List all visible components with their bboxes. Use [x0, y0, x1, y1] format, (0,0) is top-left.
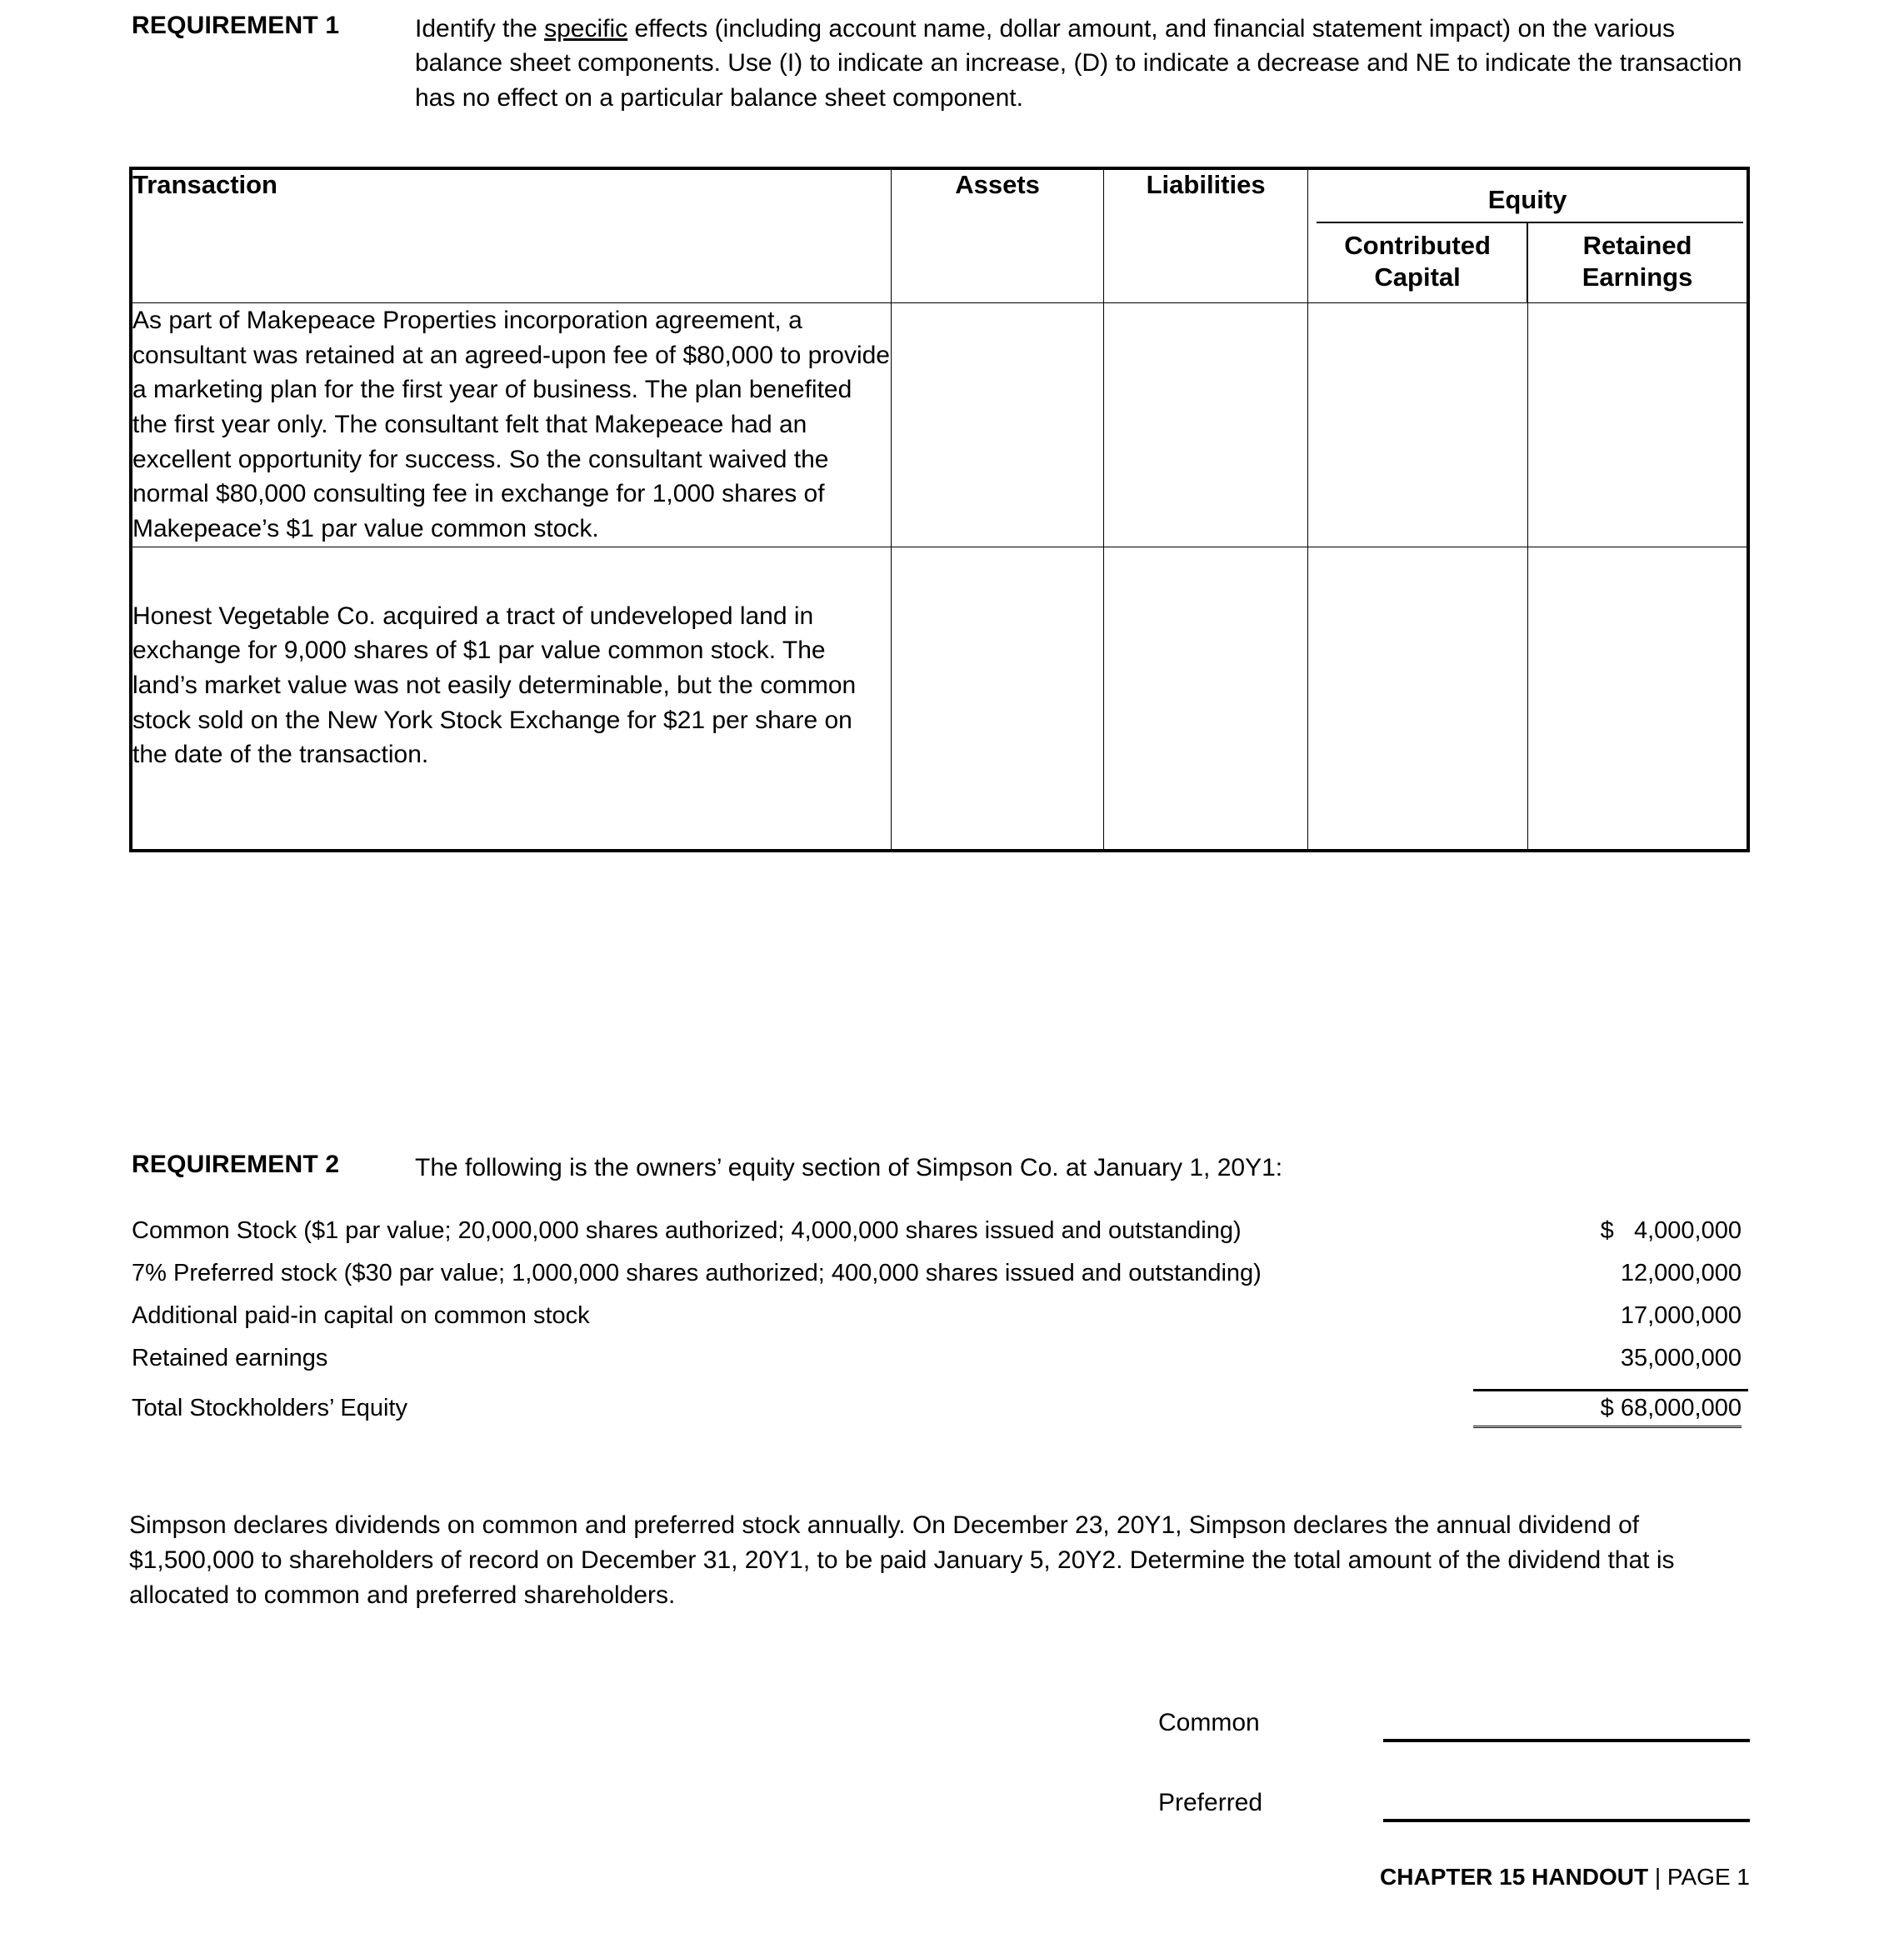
requirement-2-text: The following is the owners’ equity section of Simpson Co. at January 1, 20Y1: [415, 1154, 1283, 1181]
transaction-description-2: Honest Vegetable Co. acquired a tract of undeveloped land in exchange for 9,000 shares of $1 par value common stock. The land’s market value was not easily determinable, but the common stock sold on the New York Stock Exchange for $21 per share on the date of the transaction. [131, 547, 892, 851]
equity-line-amount-wrap-preferred-stock [1473, 1261, 1748, 1286]
equity-subheaders [1308, 223, 1747, 302]
liabilities-answer-cell-1[interactable] [1104, 302, 1308, 547]
answer-row-common [1158, 1662, 1750, 1742]
equity-line-item [132, 1304, 1748, 1346]
header-retained-earnings-line2: Earnings [1582, 262, 1693, 292]
answer-lines-group [1158, 1662, 1750, 1822]
footer-page-number: PAGE 1 [1667, 1864, 1750, 1890]
equity-line-item [132, 1346, 1748, 1389]
liabilities-answer-cell-2[interactable] [1104, 547, 1308, 851]
equity-header-stack [1308, 170, 1747, 302]
effects-table-wrapper [129, 167, 1750, 852]
equity-line-amount-apic: 17,000,000 [1620, 1302, 1742, 1329]
header-transaction: Transaction [131, 168, 892, 302]
table-row [131, 547, 1748, 851]
header-contributed-capital-line1: Contributed [1344, 231, 1491, 260]
retained-earnings-answer-cell-2[interactable] [1528, 547, 1748, 851]
equity-line-item [132, 1219, 1748, 1261]
effects-table-header-row [131, 168, 1748, 302]
header-contributed-capital-line2: Capital [1374, 262, 1461, 292]
equity-line-description-apic: Additional paid-in capital on common stock [132, 1302, 590, 1329]
dividend-paragraph: Simpson declares dividends on common and preferred stock annually. On December 23, 20Y1, Simpson declares the annual dividend of $1,500,000 to shareholders of record on December 31, 20Y1, to be paid January 5, 20Y2. Determine the total amount of the dividend that is allocated to common and preferred shareholders. [129, 1511, 1675, 1609]
retained-earnings-answer-cell-1[interactable] [1528, 302, 1748, 547]
header-assets: Assets [892, 168, 1104, 302]
effects-table [129, 167, 1750, 852]
equity-total-row [132, 1389, 1748, 1431]
table-row [131, 302, 1748, 547]
equity-line-amount-common-stock: $ 4,000,000 [1600, 1217, 1742, 1244]
header-retained-earnings-line1: Retained [1582, 231, 1692, 260]
equity-line-item [132, 1261, 1748, 1304]
requirement-2-block [132, 1151, 1782, 1185]
equity-line-amount-retained-earnings: 35,000,000 [1620, 1345, 1742, 1371]
answer-label-common: Common [1158, 1709, 1260, 1736]
header-contributed-capital [1308, 223, 1528, 302]
header-retained-earnings [1528, 223, 1747, 302]
answer-label-preferred: Preferred [1158, 1789, 1263, 1816]
equity-line-description-common-stock: Common Stock ($1 par value; 20,000,000 shares authorized; 4,000,000 shares issued and outstanding) [132, 1217, 1242, 1244]
answer-row-preferred [1158, 1742, 1750, 1822]
answer-input-common[interactable] [1383, 1704, 1750, 1742]
requirement-1-underlined-word: specific [544, 15, 628, 42]
answer-input-preferred[interactable] [1383, 1784, 1750, 1822]
footer-separator: | [1648, 1864, 1667, 1890]
equity-total-amount-wrap [1473, 1389, 1748, 1428]
equity-line-amount-wrap-retained-earnings [1473, 1346, 1748, 1371]
header-liabilities: Liabilities [1104, 168, 1308, 302]
page-footer [1380, 1864, 1750, 1891]
header-equity-group [1308, 168, 1748, 302]
requirement-1-label: REQUIREMENT 1 [132, 12, 340, 39]
requirement-1-text [415, 12, 1748, 115]
requirement-1-text-part1: Identify the [415, 15, 545, 42]
requirement-2-label: REQUIREMENT 2 [132, 1151, 340, 1178]
requirement-1-block [132, 12, 1782, 115]
contributed-capital-answer-cell-1[interactable] [1308, 302, 1528, 547]
equity-line-amount-preferred-stock: 12,000,000 [1620, 1260, 1742, 1286]
equity-line-description-preferred-stock: 7% Preferred stock ($30 par value; 1,000,000 shares authorized; 400,000 shares issued and outstanding) [132, 1260, 1262, 1286]
equity-line-amount-wrap-apic [1473, 1304, 1748, 1328]
equity-line-description-retained-earnings: Retained earnings [132, 1345, 328, 1371]
footer-title: CHAPTER 15 HANDOUT [1380, 1864, 1649, 1890]
equity-total-amount: $ 68,000,000 [1473, 1389, 1748, 1421]
equity-total-description: Total Stockholders’ Equity [132, 1395, 407, 1421]
transaction-description-1: As part of Makepeace Properties incorporation agreement, a consultant was retained at an agreed-upon fee of $80,000 to provide a marketing plan for the first year of business. The plan benefited the first year only. The consultant felt that Makepeace had an excellent opportunity for success. So the consultant waived the normal $80,000 consulting fee in exchange for 1,000 shares of Makepeace’s $1 par value common stock. [131, 302, 892, 547]
assets-answer-cell-2[interactable] [892, 547, 1104, 851]
owners-equity-section [132, 1219, 1748, 1431]
requirement-1-text-part2: effects (including account name, dollar amount, and financial statement impact) on the various balance sheet components. Use (I) to indicate an increase, (D) to indicate a decrease and NE to indicate the transaction has no effect on a particular balance sheet component. [415, 15, 1742, 112]
assets-answer-cell-1[interactable] [892, 302, 1104, 547]
contributed-capital-answer-cell-2[interactable] [1308, 547, 1528, 851]
equity-line-amount-wrap-common-stock [1473, 1219, 1748, 1243]
header-equity: Equity [1487, 185, 1567, 214]
equity-total-double-rule [1473, 1421, 1742, 1428]
